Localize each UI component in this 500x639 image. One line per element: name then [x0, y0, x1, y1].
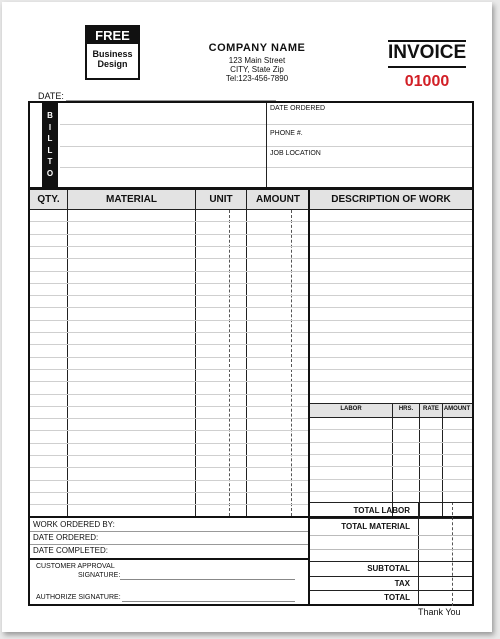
ruled-line [30, 394, 308, 395]
logo-line-2: Design [97, 59, 128, 69]
unit-header: UNIT [209, 194, 233, 205]
ruled-line [30, 271, 308, 272]
ruled-line [310, 246, 472, 247]
ruled-line [310, 295, 472, 296]
ruled-line [310, 466, 472, 467]
rate-header: RATE [423, 406, 439, 412]
ruled-line [30, 430, 308, 431]
ruled-line [310, 491, 472, 492]
ruled-line [30, 455, 308, 456]
company-name: COMPANY NAME [208, 42, 306, 54]
invoice-title: INVOICE [388, 42, 467, 63]
ruled-line [310, 234, 472, 235]
bill-to-letters: B I L L T O [46, 111, 54, 178]
ruled-line [30, 344, 308, 345]
ruled-line [310, 394, 472, 395]
hrs-header: HRS. [398, 406, 414, 412]
customer-approval-label: CUSTOMER APPROVAL [36, 563, 115, 570]
ruled-line [30, 467, 308, 468]
ruled-line [310, 283, 472, 284]
company-city: CITY, State Zip [230, 65, 284, 74]
subtotal-label: SUBTOTAL [367, 564, 410, 573]
date-ordered-label: DATE ORDERED [270, 105, 326, 112]
thank-you: Thank You [418, 607, 461, 617]
work-ordered-by-label: WORK ORDERED BY: [33, 520, 115, 529]
total-label: TOTAL [384, 593, 410, 602]
ruled-line [310, 258, 472, 259]
invoice-number: 01000 [404, 73, 450, 90]
date-completed-label: DATE COMPLETED: [33, 546, 108, 555]
ruled-line [310, 320, 472, 321]
ruled-line [310, 344, 472, 345]
ruled-line [30, 295, 308, 296]
logo-box [85, 25, 140, 80]
date-label: DATE: [38, 91, 64, 101]
ruled-line [310, 479, 472, 480]
company-street: 123 Main Street [228, 56, 286, 65]
ruled-line [30, 492, 308, 493]
ruled-line [30, 406, 308, 407]
ruled-line [30, 332, 308, 333]
ruled-line [310, 369, 472, 370]
ruled-line [30, 480, 308, 481]
job-location-label: JOB LOCATION [270, 150, 321, 157]
ruled-line [310, 221, 472, 222]
tax-label: TAX [394, 579, 410, 588]
ruled-line [30, 357, 308, 358]
ruled-line [310, 357, 472, 358]
ruled-line [30, 369, 308, 370]
ruled-line [30, 234, 308, 235]
logo-line-1: Business [92, 49, 133, 59]
material-header: MATERIAL [106, 194, 157, 205]
description-header: DESCRIPTION OF WORK [331, 194, 451, 205]
ruled-line [30, 246, 308, 247]
ruled-line [30, 283, 308, 284]
company-info [177, 42, 337, 83]
labor-header: LABOR [340, 406, 362, 412]
total-material-label: TOTAL MATERIAL [341, 522, 410, 531]
ruled-line [310, 381, 472, 382]
date-ordered-bottom-label: DATE ORDERED: [33, 533, 99, 542]
ruled-line [310, 454, 472, 455]
labor-amount-header: AMOUNT [443, 406, 471, 412]
ruled-line [310, 442, 472, 443]
ruled-line [30, 221, 308, 222]
ruled-line [310, 429, 472, 430]
logo-free: FREE [87, 27, 138, 44]
phone-label: PHONE #. [270, 130, 303, 137]
ruled-line [310, 271, 472, 272]
signature-label: SIGNATURE: [78, 572, 121, 579]
ruled-line [30, 258, 308, 259]
ruled-line [30, 418, 308, 419]
authorize-signature-label: AUTHORIZE SIGNATURE: [36, 594, 121, 601]
total-labor-label: TOTAL LABOR [353, 506, 410, 515]
qty-header: QTY. [37, 194, 60, 205]
bill-to-section [28, 101, 474, 189]
ruled-line [30, 307, 308, 308]
ruled-line [30, 381, 308, 382]
ruled-line [310, 332, 472, 333]
ruled-line [30, 320, 308, 321]
ruled-line [310, 307, 472, 308]
ruled-line [30, 443, 308, 444]
amount-header: AMOUNT [256, 194, 300, 205]
company-tel: Tel:123-456-7890 [225, 74, 289, 83]
ruled-line [30, 504, 308, 505]
invoice-sheet [2, 2, 492, 632]
